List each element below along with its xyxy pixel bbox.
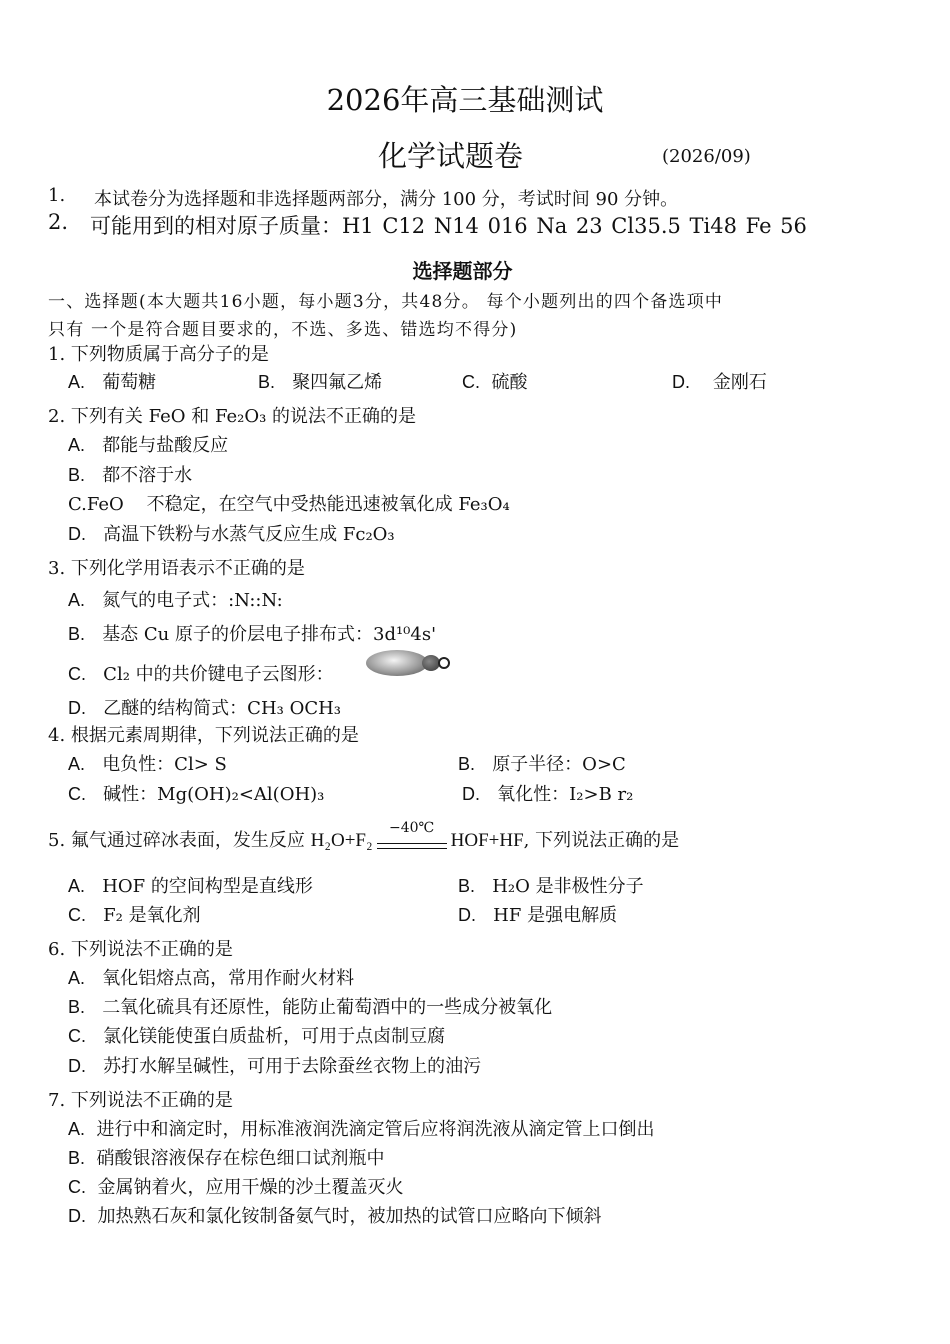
question-3-option-d <box>68 694 341 720</box>
question-1-option-b <box>258 368 382 394</box>
question-7-option-d <box>68 1202 601 1228</box>
option-text: HF 是强电解质 <box>493 905 618 926</box>
option-letter: D. <box>68 524 86 544</box>
option-text: 进行中和滴定时，用标准液润洗滴定管后应将润洗液从滴定管上口倒出 <box>96 1119 655 1140</box>
option-letter: B. <box>68 624 86 644</box>
option-letter: C. <box>68 1026 86 1046</box>
option-letter: C. <box>68 784 86 804</box>
section-title: 选择题部分 <box>412 259 513 283</box>
option-letter: D. <box>462 784 480 804</box>
question-5-option-c <box>68 901 201 927</box>
option-text: 氧化铝熔点高，常用作耐火材料 <box>102 968 355 989</box>
question-5-stem-suffix: , 下列说法正确的是 <box>523 830 680 851</box>
option-text: 苏打水解呈碱性，可用于去除蚕丝衣物上的油污 <box>103 1056 482 1077</box>
option-text: 乙醚的结构简式：CH₃ OCH₃ <box>103 698 342 719</box>
option-letter: D. <box>68 1206 86 1226</box>
option-text: 金刚石 <box>712 372 767 393</box>
option-letter: A. <box>68 590 86 610</box>
option-text: H₂O 是非极性分子 <box>492 876 644 897</box>
option-text: F₂ 是氧化剂 <box>103 905 201 926</box>
question-4-stem: 4. 根据元素周期律，下列说法正确的是 <box>48 725 359 746</box>
question-5-stem-prefix: 5. 氟气通过碎冰表面，发生反应 <box>48 830 305 851</box>
section-instruction-line1: 一、选择题(本大题共16小题，每小题3分，共48分。 每个小题列出的四个备选项中 <box>48 292 724 312</box>
option-letter: A. <box>68 876 86 896</box>
option-text: 加热熟石灰和氯化铵制备氨气时，被加热的试管口应略向下倾斜 <box>97 1206 602 1227</box>
option-letter: B. <box>68 465 86 485</box>
option-letter: B. <box>458 876 476 896</box>
option-text: 金属钠着火，应用干燥的沙土覆盖灭火 <box>97 1177 404 1198</box>
option-text: Cl₂ 中的共价键电子云图形： <box>103 664 334 685</box>
option-letter: D. <box>672 372 690 392</box>
reaction-condition: −40℃ <box>389 820 435 836</box>
question-4-option-d <box>462 780 633 806</box>
reaction-arrow <box>377 820 447 856</box>
electron-cloud-diagram <box>366 648 450 678</box>
question-7-option-c <box>68 1173 403 1199</box>
option-letter: B. <box>458 754 476 774</box>
question-3-option-a <box>68 586 283 612</box>
question-6-option-b <box>68 993 552 1019</box>
reaction-products: HOF+HF <box>450 830 524 851</box>
option-letter: A. <box>68 968 86 988</box>
note-2-text: 可能用到的相对原子质量：H1 C12 N14 016 Na 23 Cl35.5 Ti48 Fe 56 <box>90 214 807 238</box>
option-text: 电负性：Cl> S <box>102 754 227 775</box>
question-6-option-d <box>68 1052 481 1078</box>
note-2-number: 2. <box>48 210 69 234</box>
reaction-reactants: H₂O+F₂ <box>310 830 373 851</box>
option-letter: C.FeO <box>68 494 124 515</box>
option-text: 硫酸 <box>491 372 528 393</box>
question-7-stem: 7. 下列说法不正确的是 <box>48 1090 233 1111</box>
option-text: 碱性：Mg(OH)₂<Al(OH)₃ <box>103 784 325 805</box>
option-text: 聚四氟乙烯 <box>292 372 383 393</box>
option-text: 氮气的电子式：:N::N: <box>102 590 283 611</box>
option-text: 原子半径：O>C <box>492 754 626 775</box>
question-6-option-c <box>68 1022 445 1048</box>
exam-subtitle: 化学试题卷 <box>378 139 524 173</box>
option-text: 不稳定，在空气中受热能迅速被氧化成 Fe₃O₄ <box>146 494 510 515</box>
question-7-option-b <box>68 1144 384 1170</box>
question-1-stem: 1. 下列物质属于高分子的是 <box>48 344 269 365</box>
option-letter: D. <box>68 1056 86 1076</box>
option-letter: C. <box>68 664 86 684</box>
option-letter: D. <box>68 698 86 718</box>
question-2-option-b <box>68 461 192 487</box>
option-letter: A. <box>68 372 86 392</box>
question-1-option-a <box>68 368 156 394</box>
question-3-option-c <box>68 660 334 686</box>
question-1-option-d <box>672 368 767 394</box>
section-instruction-line2: 只有 一个是符合题目要求的，不选、多选、错选均不得分) <box>48 320 518 340</box>
note-1-number: 1. <box>48 185 66 206</box>
option-letter: A. <box>68 754 86 774</box>
option-text: 氧化性：I₂>B r₂ <box>497 784 634 805</box>
question-5-option-d <box>458 901 617 927</box>
question-5-option-a <box>68 872 313 898</box>
option-letter: C. <box>462 372 480 392</box>
note-1-text: 本试卷分为选择题和非选择题两部分，满分 100 分，考试时间 90 分钟。 <box>94 189 679 210</box>
question-5-option-b <box>458 872 644 898</box>
question-5-stem <box>48 820 680 856</box>
exam-title: 2026年高三基础测试 <box>326 83 604 117</box>
question-3-stem: 3. 下列化学用语表示不正确的是 <box>48 558 305 579</box>
option-text: 硝酸银溶液保存在棕色细口试剂瓶中 <box>96 1148 385 1169</box>
option-letter: C. <box>68 1177 86 1197</box>
question-6-option-a <box>68 964 354 990</box>
option-text: 都能与盐酸反应 <box>102 435 229 456</box>
option-letter: B. <box>68 997 86 1017</box>
option-text: 基态 Cu 原子的价层电子排布式：3d¹⁰4s' <box>102 624 437 645</box>
electron-cloud-shape <box>366 648 450 678</box>
option-text: 葡萄糖 <box>102 372 157 393</box>
question-4-option-a <box>68 750 227 776</box>
option-text: HOF 的空间构型是直线形 <box>102 876 313 897</box>
option-text: 氯化镁能使蛋白质盐析，可用于点卤制豆腐 <box>103 1026 446 1047</box>
question-7-option-a <box>68 1115 654 1141</box>
exam-date: (2026/09) <box>662 146 751 167</box>
question-2-option-a <box>68 431 228 457</box>
question-2-option-d <box>68 520 395 546</box>
option-letter: D. <box>458 905 476 925</box>
option-text: 都不溶于水 <box>102 465 193 486</box>
option-letter: A. <box>68 1119 86 1139</box>
question-2-stem: 2. 下列有关 FeO 和 Fe₂O₃ 的说法不正确的是 <box>48 406 417 427</box>
question-3-option-b <box>68 620 436 646</box>
option-text: 二氧化硫具有还原性，能防止葡萄酒中的一些成分被氧化 <box>102 997 553 1018</box>
option-letter: B. <box>68 1148 86 1168</box>
question-1-option-c <box>462 368 527 394</box>
option-letter: C. <box>68 905 86 925</box>
question-6-stem: 6. 下列说法不正确的是 <box>48 939 233 960</box>
option-letter: A. <box>68 435 86 455</box>
option-letter: B. <box>258 372 276 392</box>
question-4-option-c <box>68 780 324 806</box>
question-2-option-c <box>68 490 510 516</box>
option-text: 高温下铁粉与水蒸气反应生成 Fc₂O₃ <box>103 524 395 545</box>
question-4-option-b <box>458 750 626 776</box>
